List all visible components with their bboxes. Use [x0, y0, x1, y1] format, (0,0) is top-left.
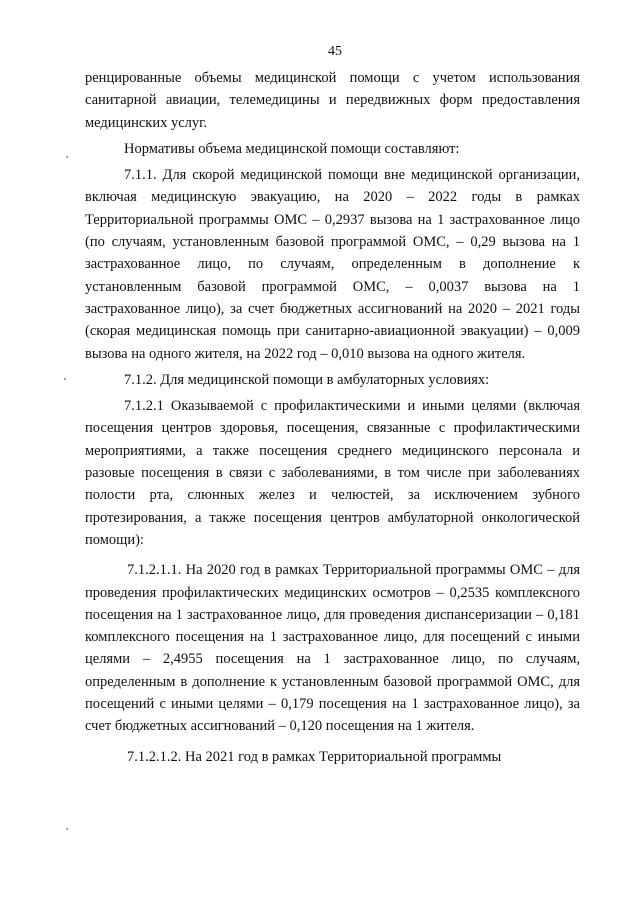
paragraph-7-1-2-1-1: 7.1.2.1.1. На 2020 год в рамках Территориальной программы ОМС – для проведения профилактических медицинских осмотров – 0,2535 комплексного посещения на 1 застрахованное лицо, для проведения диспансеризации – 0,181 комплексного посещения на 1 застрахованное лицо, для посещений с иными целями – 2,4955 посещения на 1 застрахованное лицо, по случаям, определенным в дополнение к установленным базовой программой ОМС, для посещений с иными целями – 0,179 посещения на 1 застрахованное лицо), за счет бюджетных ассигнований – 0,120 посещения на 1 жителя.	[85, 562, 580, 735]
paragraph-continuation: ренцированные объемы медицинской помощи с учетом использования санитарной авиации, телемедицины и передвижных форм предоставления медицинских услуг.	[85, 70, 580, 131]
paragraph-7-1-2-1: 7.1.2.1 Оказываемой с профилактическими и иными целями (включая посещения центров здоровья, посещения, связанные с профилактическими мероприятиями, а также посещения среднего медицинского персонала и разовые посещения в связи с заболеваниями, в том числе при заболеваниях полости рта, слюнных желез и челюстей, за исключением зубного протезирования, а также посещения центров амбулаторной онкологической помощи):	[85, 398, 580, 548]
scan-speck	[64, 378, 66, 380]
paragraph-norms-intro: Нормативы объема медицинской помощи составляют:	[124, 140, 460, 157]
document-body	[85, 67, 580, 768]
scan-speck	[66, 828, 68, 830]
page-number: 45	[328, 44, 342, 59]
scan-speck	[66, 156, 68, 158]
paragraph-7-1-2: 7.1.2. Для медицинской помощи в амбулаторных условиях:	[124, 371, 490, 388]
paragraph-7-1-1: 7.1.1. Для скорой медицинской помощи вне медицинской организации, включая медицинскую эвакуацию, на 2020 – 2022 годы в рамках Территориальной программы ОМС – 0,2937 вызова на 1 застрахованное лицо (по случаям, установленным базовой программой ОМС, – 0,29 вызова на 1 застрахованное лицо, по случаям, определенным в дополнение к установленным базовой программой ОМС, – 0,0037 вызова на 1 застрахованное лицо), за счет бюджетных ассигнований на 2020 – 2021 годы (скорая медицинская помощь при санитарно-авиационной эвакуации) – 0,009 вызова на одного жителя, на 2022 год – 0,010 вызова на одного жителя.	[85, 167, 580, 362]
paragraph-7-1-2-1-2: 7.1.2.1.2. На 2021 год в рамках Территориальной программы	[127, 748, 502, 765]
